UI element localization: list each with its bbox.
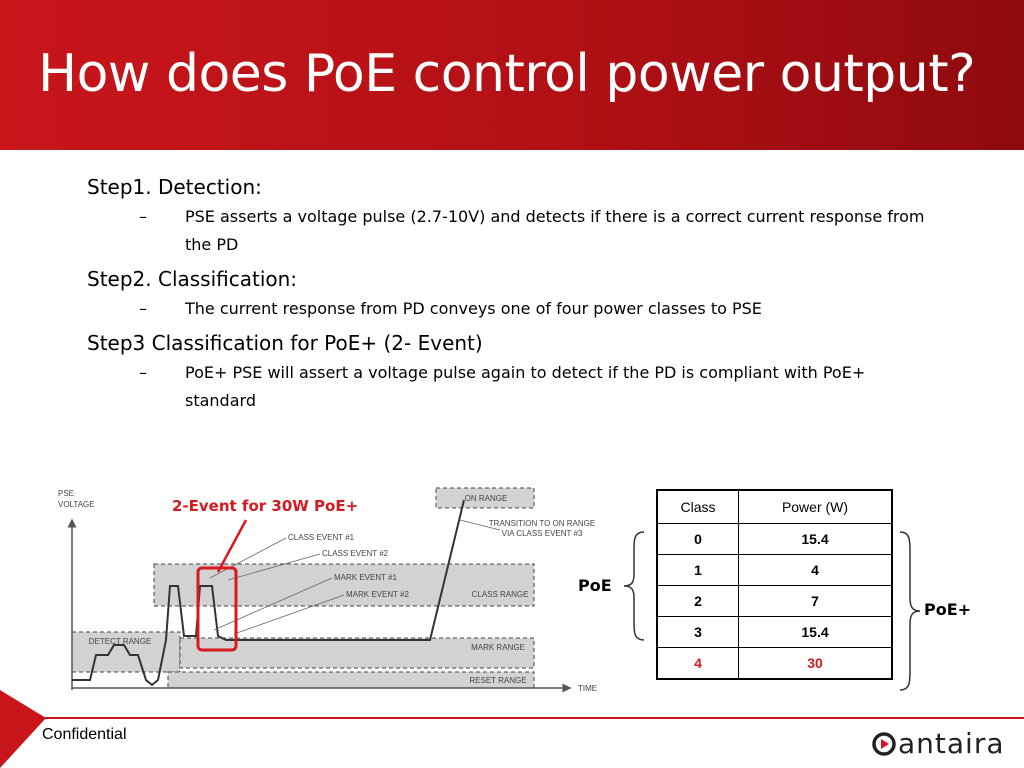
antaira-logo — [870, 728, 1010, 760]
power-cell: 30 — [739, 648, 893, 680]
table-row — [657, 586, 892, 617]
mark-event-2-label: MARK EVENT #2 — [346, 590, 409, 599]
footer-rule — [44, 717, 1024, 719]
class-cell: 4 — [657, 648, 739, 680]
poe-plus-right-brace — [896, 530, 922, 692]
bullet-dash: – — [139, 363, 147, 382]
poe-plus-label: PoE+ — [924, 600, 972, 619]
bullet-dash: – — [139, 207, 147, 226]
step-2-detail-text: The current response from PD conveys one of four power classes to PSE — [185, 299, 762, 318]
power-cell: 4 — [739, 555, 893, 586]
table-header-row — [657, 490, 892, 524]
step-1-heading: Step1. Detection: — [87, 175, 262, 199]
y-axis-label-1: PSE — [58, 489, 75, 498]
mark-range-label: MARK RANGE — [471, 643, 525, 652]
power-cell: 7 — [739, 586, 893, 617]
class-range-label: CLASS RANGE — [471, 590, 529, 599]
table-row-highlighted — [657, 648, 892, 680]
footer-red-triangle — [0, 690, 48, 768]
title-banner — [0, 0, 1024, 150]
bullet-list — [87, 175, 927, 423]
step-2-heading: Step2. Classification: — [87, 267, 298, 291]
on-range-label: ON RANGE — [464, 494, 508, 503]
bullet-dash: – — [139, 299, 147, 318]
detect-range-label: DETECT RANGE — [88, 637, 152, 646]
transition-label-2: VIA CLASS EVENT #3 — [501, 529, 583, 538]
two-event-annotation: 2-Event for 30W PoE+ — [172, 497, 359, 515]
confidential-label: Confidential — [42, 726, 127, 743]
step-3-heading: Step3 Classification for PoE+ (2- Event) — [87, 331, 483, 355]
power-cell: 15.4 — [739, 524, 893, 555]
transition-label-1: TRANSITION TO ON RANGE — [488, 519, 596, 528]
class-event-1-label: CLASS EVENT #1 — [288, 533, 355, 542]
class-cell: 1 — [657, 555, 739, 586]
logo-text: antaira — [898, 728, 1005, 760]
class-event-2-label: CLASS EVENT #2 — [322, 549, 389, 558]
table-row — [657, 617, 892, 648]
reset-range-label: RESET RANGE — [469, 676, 527, 685]
table-row — [657, 524, 892, 555]
class-cell: 0 — [657, 524, 739, 555]
step-3-detail — [87, 359, 927, 415]
class-cell: 2 — [657, 586, 739, 617]
step-3-detail-text: PoE+ PSE will assert a voltage pulse again to detect if the PD is compliant with PoE+ standard — [185, 363, 866, 410]
step-2-detail — [87, 295, 927, 323]
header-class: Class — [657, 490, 739, 524]
step-1-detail-text: PSE asserts a voltage pulse (2.7-10V) and detects if there is a correct current response from the PD — [185, 207, 925, 254]
poe-label: PoE — [578, 576, 612, 595]
header-power: Power (W) — [739, 490, 893, 524]
mark-event-1-label: MARK EVENT #1 — [334, 573, 397, 582]
power-class-table — [656, 489, 893, 680]
class-cell: 3 — [657, 617, 739, 648]
power-cell: 15.4 — [739, 617, 893, 648]
y-axis-label-2: VOLTAGE — [58, 500, 95, 509]
step-1-detail — [87, 203, 927, 259]
x-axis-label: TIME — [578, 684, 598, 693]
table-row — [657, 555, 892, 586]
slide-title: How does PoE control power output? — [38, 44, 976, 104]
poe-left-brace — [622, 530, 648, 642]
